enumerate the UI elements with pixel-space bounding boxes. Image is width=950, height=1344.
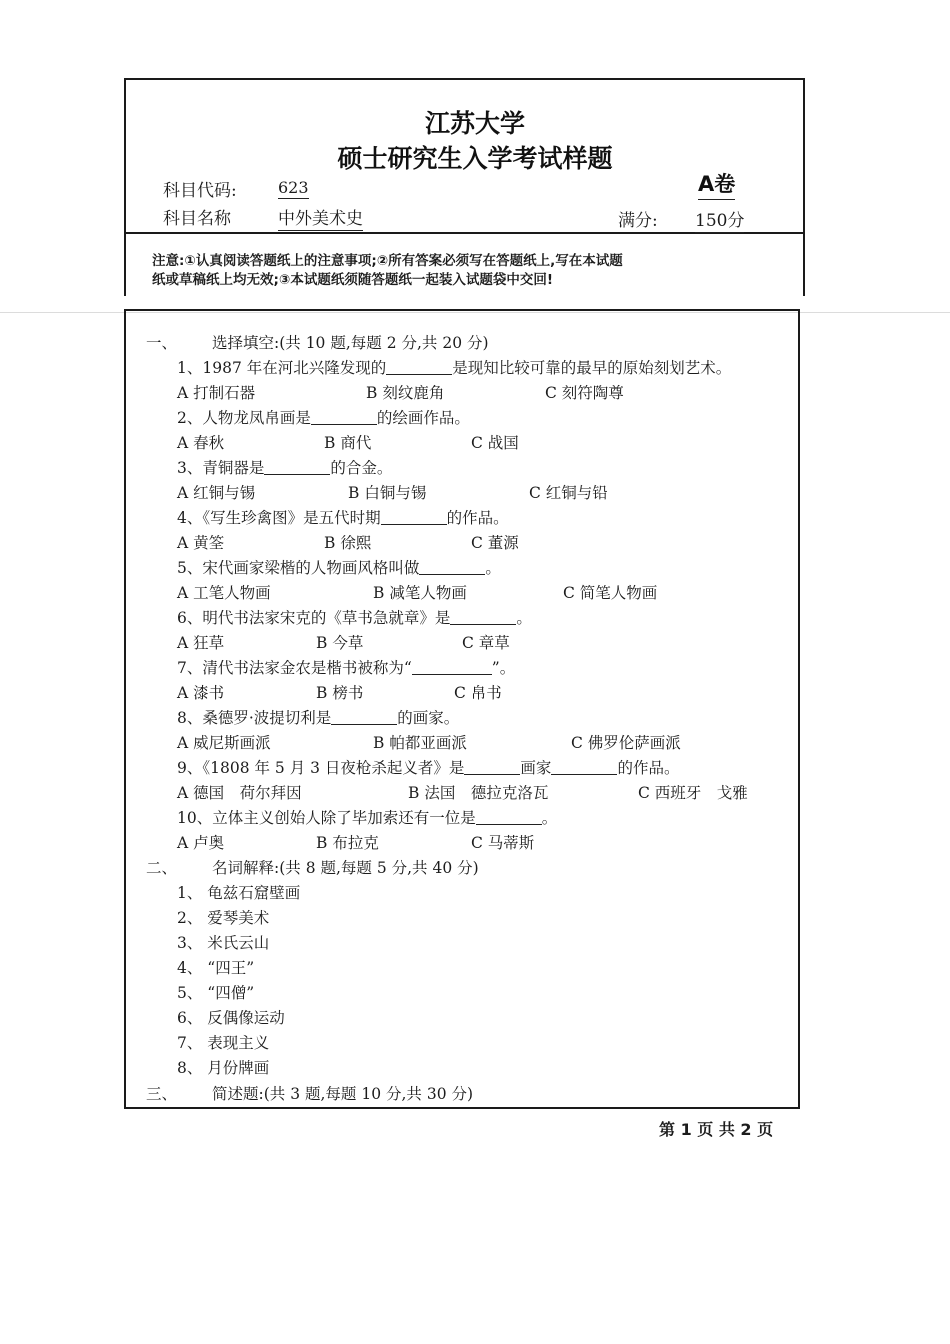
question-8: [177, 706, 459, 728]
page-number: 第 1 页 共 2 页: [659, 1120, 774, 1139]
q7-option-a: A 漆书: [177, 684, 225, 702]
q1-option-b: B 刻纹鹿角: [366, 384, 445, 402]
q7-option-b: B 榜书: [316, 684, 364, 702]
section-3-title: 简述题:(共 3 题,每题 10 分,共 30 分): [212, 1085, 474, 1103]
full-score: 150分: [695, 206, 744, 233]
question-6-text: 6、明代书法家宋克的《草书急就章》是: [177, 609, 451, 627]
q2-option-c: C 战国: [471, 434, 519, 452]
question-4-text-end: 的作品。: [446, 509, 509, 527]
answer-blank: [551, 760, 617, 775]
question-2-text: 2、人物龙凤帛画是: [177, 409, 311, 427]
notice-line-2: 纸或草稿纸上均无效;③本试题纸须随答题纸一起装入试题袋中交回!: [152, 272, 553, 288]
q10-option-a: A 卢奥: [177, 834, 225, 852]
question-4: [177, 506, 509, 528]
q6-option-a: A 狂草: [177, 634, 225, 652]
question-5: [177, 556, 501, 578]
answer-blank: [450, 610, 516, 625]
term-item-2: 2、 爱琴美术: [177, 909, 270, 927]
q8-option-b: B 帕都亚画派: [373, 734, 467, 752]
question-7-text-end: ”。: [491, 659, 516, 677]
header-border-top: [124, 78, 805, 80]
q5-option-b: B 减笔人物画: [373, 584, 467, 602]
subject-name: 中外美术史: [278, 204, 363, 231]
q10-option-b: B 布拉克: [316, 834, 379, 852]
question-8-text-end: 的画家。: [397, 709, 460, 727]
question-3-text: 3、青铜器是: [177, 459, 265, 477]
question-5-text-end: 。: [485, 559, 501, 577]
q8-option-c: C 佛罗伦萨画派: [571, 734, 681, 752]
full-score-label: 满分:: [618, 211, 658, 231]
answer-blank: [476, 810, 542, 825]
section-1-number: 一、: [146, 334, 178, 352]
question-7-text: 7、清代书法家金农是楷书被称为“: [177, 659, 412, 677]
question-3-text-end: 的合金。: [330, 459, 393, 477]
exam-title: 硕士研究生入学考试样题: [337, 144, 613, 173]
answer-blank: [331, 710, 397, 725]
scan-artifact-line: [0, 312, 950, 313]
term-item-3: 3、 米氏云山: [177, 934, 270, 952]
q9-option-c: C 西班牙 戈雅: [638, 784, 748, 802]
body-border-left: [124, 309, 126, 1109]
question-6-text-end: 。: [516, 609, 532, 627]
section-2-title: 名词解释:(共 8 题,每题 5 分,共 40 分): [212, 859, 479, 877]
question-8-text: 8、桑德罗·波提切利是: [177, 709, 332, 727]
question-10-text-end: 。: [541, 809, 558, 827]
paper-variant: A卷: [698, 168, 735, 200]
q6-option-c: C 章草: [462, 634, 510, 652]
question-9-text-mid: 画家: [520, 759, 552, 777]
q4-option-c: C 董源: [471, 534, 519, 552]
question-2: [177, 406, 470, 428]
answer-blank: [311, 410, 377, 425]
answer-blank: [381, 510, 447, 525]
body-border-bottom: [124, 1107, 800, 1109]
section-2-number: 二、: [146, 859, 178, 877]
body-border-right: [798, 309, 800, 1109]
answer-blank: [264, 460, 330, 475]
term-item-5: 5、 “四僧”: [177, 984, 255, 1002]
answer-blank: [419, 560, 485, 575]
answer-blank: [386, 360, 452, 375]
question-9-text-end: 的作品。: [617, 759, 680, 777]
question-10-text: 10、立体主义创始人除了毕加索还有一位是: [177, 809, 476, 827]
section-3-number: 三、: [146, 1085, 178, 1103]
subject-name-label: 科目名称: [163, 209, 231, 229]
question-2-text-end: 的绘画作品。: [376, 409, 470, 427]
question-9-text: 9、《1808 年 5 月 3 日夜枪杀起义者》是: [177, 759, 465, 777]
q4-option-a: A 黄筌: [177, 534, 225, 552]
q7-option-c: C 帛书: [454, 684, 502, 702]
q9-option-a: A 德国 荷尔拜因: [177, 784, 302, 802]
term-item-6: 6、 反偶像运动: [177, 1009, 285, 1027]
q4-option-b: B 徐熙: [324, 534, 372, 552]
question-9: [177, 756, 679, 778]
q3-option-b: B 白铜与锡: [348, 484, 427, 502]
question-10: [177, 806, 557, 828]
question-1-text-end: 是现知比较可靠的最早的原始刻划艺术。: [452, 359, 732, 377]
term-item-8: 8、 月份牌画: [177, 1059, 270, 1077]
q3-option-c: C 红铜与铅: [529, 484, 608, 502]
q10-option-c: C 马蒂斯: [471, 834, 535, 852]
q2-option-b: B 商代: [324, 434, 372, 452]
question-3: [177, 456, 392, 478]
q8-option-a: A 威尼斯画派: [177, 734, 271, 752]
notice-line-1: 注意:①认真阅读答题纸上的注意事项;②所有答案必须写在答题纸上,写在本试题: [152, 253, 623, 269]
question-7: [177, 656, 515, 678]
q1-option-a: A 打制石器: [177, 384, 256, 402]
answer-blank: [412, 660, 492, 675]
question-4-text: 4、《写生珍禽图》是五代时期: [177, 509, 381, 527]
q6-option-b: B 今草: [316, 634, 364, 652]
term-item-7: 7、 表现主义: [177, 1034, 270, 1052]
subject-code-label: 科目代码:: [163, 181, 237, 201]
answer-blank: [464, 760, 520, 775]
q3-option-a: A 红铜与锡: [177, 484, 256, 502]
section-1-title: 选择填空:(共 10 题,每题 2 分,共 20 分): [212, 334, 489, 352]
question-1-text: 1、1987 年在河北兴隆发现的: [177, 359, 387, 377]
q9-option-b: B 法国 德拉克洛瓦: [408, 784, 549, 802]
question-5-text: 5、宋代画家梁楷的人物画风格叫做: [177, 559, 420, 577]
q5-option-c: C 简笔人物画: [563, 584, 658, 602]
term-item-4: 4、 “四王”: [177, 959, 255, 977]
q2-option-a: A 春秋: [177, 434, 225, 452]
q1-option-c: C 刻符陶尊: [545, 384, 624, 402]
term-item-1: 1、 龟兹石窟壁画: [177, 884, 301, 902]
q5-option-a: A 工笔人物画: [177, 584, 271, 602]
body-border-top: [124, 309, 800, 311]
university-name: 江苏大学: [424, 109, 525, 138]
subject-code: 623: [278, 178, 309, 197]
question-6: [177, 606, 532, 628]
question-1: [177, 356, 731, 378]
